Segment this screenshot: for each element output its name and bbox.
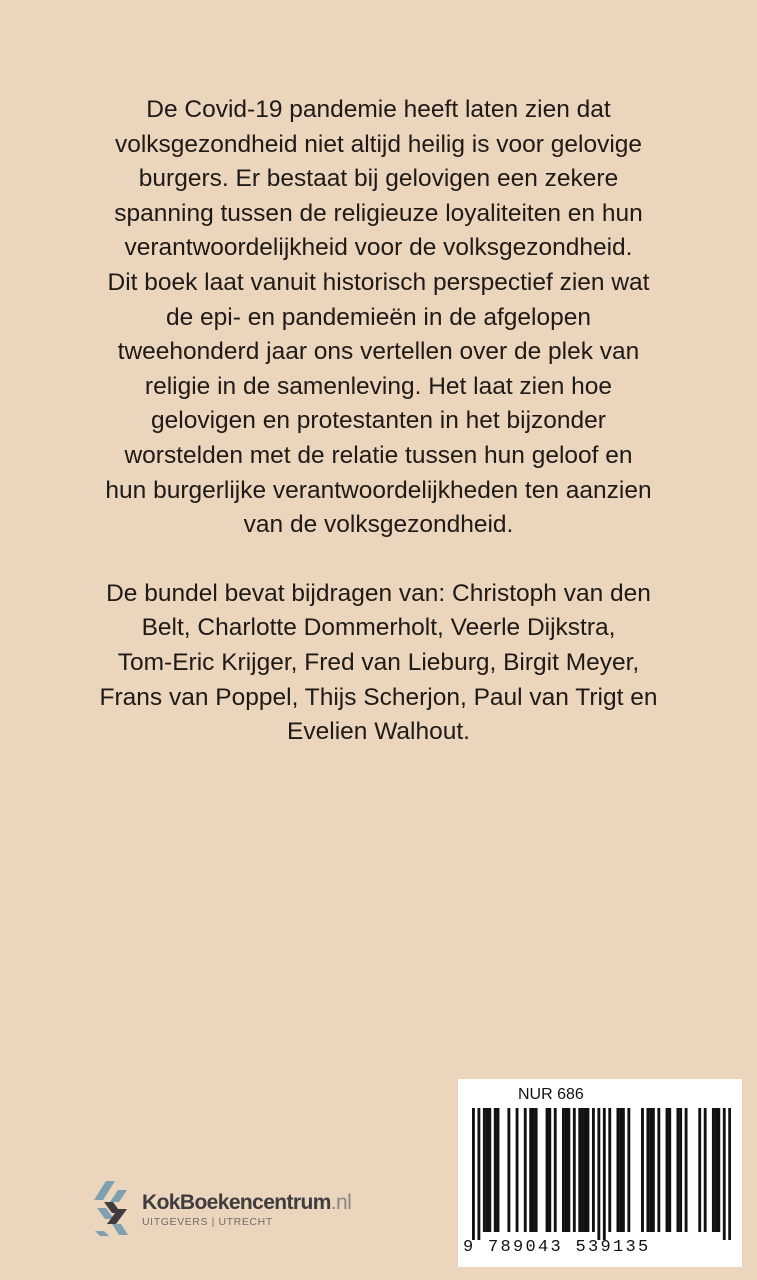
contributors-line: De bundel bevat bijdragen van: Christoph van den: [106, 579, 651, 607]
blurb-line: spanning tussen de religieuze loyaliteiten en hun: [114, 199, 643, 227]
contributors-line: Belt, Charlotte Dommerholt, Veerle Dijkstra,: [141, 614, 616, 642]
barcode-bar: [685, 1108, 688, 1232]
barcode-bar: [616, 1108, 619, 1232]
publisher-logo: [92, 1178, 351, 1238]
barcode-bar: [603, 1108, 606, 1240]
publisher-name: KokBoekencentrum.nl: [142, 1190, 352, 1214]
barcode-bar: [679, 1108, 682, 1232]
barcode-bar: [546, 1108, 549, 1232]
contributors-line: Frans van Poppel, Thijs Scherjon, Paul van Trigt en: [99, 683, 658, 711]
barcode-bar: [548, 1108, 551, 1232]
barcode-bar: [494, 1108, 497, 1232]
blurb-line: burgers. Er bestaat bij gelovigen een zekere: [138, 165, 619, 193]
blurb-line: gelovigen en protestanten in het bijzonder: [151, 407, 606, 435]
barcode-bar: [565, 1108, 568, 1232]
contributors-paragraph: [80, 577, 677, 750]
barcode-bar: [597, 1108, 600, 1240]
barcode-bar: [723, 1108, 726, 1240]
barcode-bar: [573, 1108, 576, 1232]
barcode-bar: [581, 1108, 584, 1232]
blurb-line: religie in de samenleving. Het laat zien hoe: [144, 372, 613, 400]
barcode-bar: [497, 1108, 500, 1232]
barcode-bar: [507, 1108, 510, 1232]
barcode-bar: [578, 1108, 581, 1232]
barcode-bar: [712, 1108, 715, 1232]
blurb-paragraph: [80, 93, 677, 543]
barcode-bar: [584, 1108, 587, 1232]
barcode-bar: [715, 1108, 718, 1232]
barcode-bar: [477, 1108, 480, 1240]
isbn-barcode: [472, 1108, 731, 1240]
barcode-bar: [704, 1108, 707, 1232]
barcode-bar: [608, 1108, 611, 1232]
barcode-bar: [483, 1108, 486, 1232]
barcode-bar: [728, 1108, 731, 1240]
blurb-line: worstelden met de relatie tussen hun geloof en: [124, 441, 633, 469]
barcode-bar: [554, 1108, 557, 1232]
kok-figure-logo-icon: [92, 1178, 132, 1238]
blurb-line: verantwoordelijkheid voor de volksgezondheid.: [124, 234, 633, 262]
publisher-subtitle: UITGEVERS | UTRECHT: [142, 1215, 273, 1228]
barcode-bar: [698, 1108, 701, 1232]
barcode-bar: [717, 1108, 720, 1232]
barcode-bar: [562, 1108, 565, 1232]
barcode-bar: [535, 1108, 538, 1232]
barcode-bar: [676, 1108, 679, 1232]
blurb-line: Dit boek laat vanuit historisch perspectief zien wat: [107, 268, 650, 296]
blurb-line: volksgezondheid niet altijd heilig is voor gelovige: [114, 130, 643, 158]
back-cover-blurb: [80, 93, 677, 750]
blurb-line: De Covid-19 pandemie heeft laten zien dat: [146, 96, 611, 123]
contributors-line: Evelien Walhout.: [287, 718, 470, 746]
barcode-bar: [657, 1108, 660, 1232]
barcode-bar: [649, 1108, 652, 1232]
blurb-line: van de volksgezondheid.: [243, 511, 514, 539]
barcode-bar: [524, 1108, 527, 1232]
barcode-bar: [646, 1108, 649, 1232]
barcode-bar: [622, 1108, 625, 1232]
barcode-bar: [488, 1108, 491, 1232]
isbn-digits: 9 789043 539135: [463, 1238, 651, 1257]
blurb-line: de epi- en pandemieën in de afgelopen: [165, 303, 591, 331]
barcode-bar: [619, 1108, 622, 1232]
barcode-bar: [641, 1108, 644, 1232]
barcode-bar: [592, 1108, 595, 1232]
contributors-line: Tom-Eric Krijger, Fred van Lieburg, Birgit Meyer,: [117, 648, 640, 676]
barcode-panel: [458, 1079, 742, 1267]
barcode-bar: [532, 1108, 535, 1232]
barcode-bar: [529, 1108, 532, 1232]
publisher-tld: .nl: [330, 1190, 352, 1214]
barcode-bar: [668, 1108, 671, 1232]
nur-code: NUR 686: [518, 1086, 584, 1103]
barcode-bar: [587, 1108, 590, 1232]
barcode-bar: [652, 1108, 655, 1232]
blurb-line: tweehonderd jaar ons vertellen over de plek van: [117, 338, 640, 366]
barcode-bar: [666, 1108, 669, 1232]
barcode-bar: [627, 1108, 630, 1232]
barcode-bar: [516, 1108, 519, 1232]
barcode-bar: [567, 1108, 570, 1232]
blurb-line: hun burgerlijke verantwoordelijkheden ten aanzien: [105, 476, 652, 504]
barcode-bar: [472, 1108, 475, 1240]
barcode-bar: [486, 1108, 489, 1232]
